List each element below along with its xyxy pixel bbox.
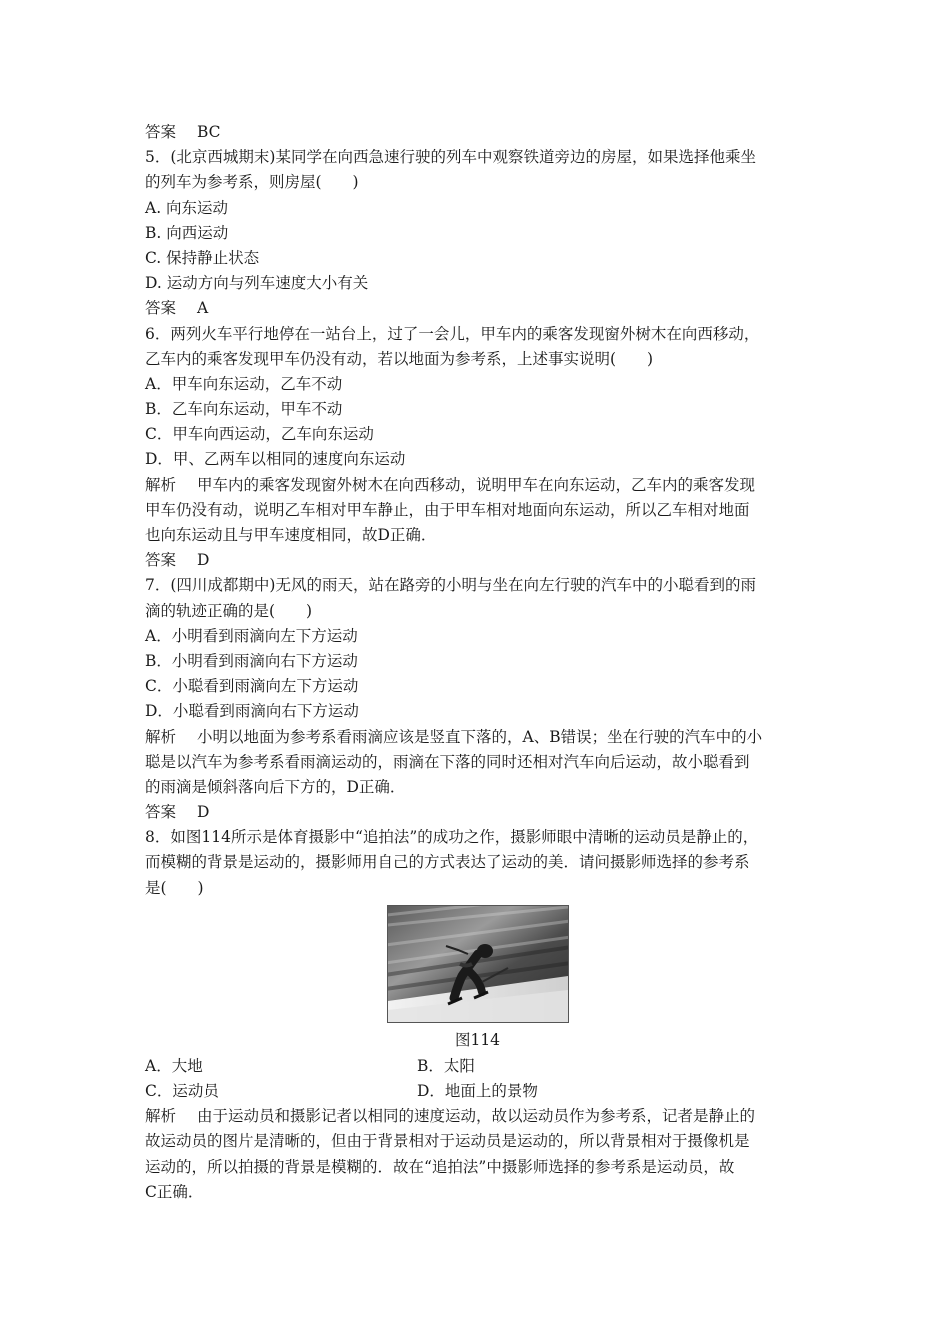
option-b: B．小明看到雨滴向右下方运动 xyxy=(145,651,358,670)
option-a: A. 向东运动 xyxy=(145,198,229,217)
question-stem-line: 滴的轨迹正确的是( ) xyxy=(145,601,313,620)
analysis-line: 的雨滴是倾斜落向后下方的，D正确． xyxy=(145,777,406,796)
question-8 xyxy=(145,825,810,1205)
analysis-label: 解析 xyxy=(145,475,177,494)
question-stem-line: 的列车为参考系，则房屋( ) xyxy=(145,173,359,192)
option-a: A．甲车向东运动，乙车不动 xyxy=(145,374,343,393)
answer-label: 答案 xyxy=(145,123,177,141)
option-c: C．运动员 xyxy=(145,1082,219,1101)
question-stem-line: 是( ) xyxy=(145,878,204,897)
question-6 xyxy=(145,322,810,574)
analysis-line: 故运动员的图片是清晰的，但由于背景相对于运动员是运动的，所以背景相对于摄像机是 xyxy=(145,1132,750,1151)
answer-line xyxy=(145,296,810,321)
answer-label: 答案 xyxy=(145,803,177,822)
analysis-line: 甲车仍没有动，说明乙车相对甲车静止，由于甲车相对地面向东运动，所以乙车相对地面 xyxy=(145,500,750,519)
option-d: D. 运动方向与列车速度大小有关 xyxy=(145,274,369,293)
options-row xyxy=(145,1079,810,1104)
answer-line xyxy=(145,548,810,573)
analysis-line: C正确． xyxy=(145,1182,204,1201)
option-c: C．小聪看到雨滴向左下方运动 xyxy=(145,677,359,696)
option-d: D．地面上的景物 xyxy=(417,1082,538,1101)
option-b: B. 向西运动 xyxy=(145,223,229,242)
analysis-line xyxy=(145,725,810,750)
option-d: D．小聪看到雨滴向右下方运动 xyxy=(145,702,359,721)
question-stem-line: 8．如图114所示是体育摄影中“追拍法”的成功之作，摄影师眼中清晰的运动员是静止的， xyxy=(145,828,759,847)
option-a: A．大地 xyxy=(145,1056,203,1075)
question-stem-line: 5．(北京西城期末)某同学在向西急速行驶的列车中观察铁道旁边的房屋，如果选择他乘坐 xyxy=(145,148,756,167)
answer-value: A xyxy=(197,299,209,318)
analysis-line xyxy=(145,473,810,498)
option-c: C．甲车向西运动，乙车向东运动 xyxy=(145,425,374,444)
analysis-text: 甲车内的乘客发现窗外树木在向西移动，说明甲车在向东运动，乙车内的乘客发现 xyxy=(197,475,756,494)
options-row xyxy=(145,1054,810,1079)
question-stem-line: 6．两列火车平行地停在一站台上，过了一会儿，甲车内的乘客发现窗外树木在向西移动， xyxy=(145,324,760,343)
answer-value: BC xyxy=(197,123,221,141)
figure xyxy=(145,905,810,1023)
option-d: D．甲、乙两车以相同的速度向东运动 xyxy=(145,450,406,469)
q4-answer xyxy=(145,120,810,145)
question-stem-line: 乙车内的乘客发现甲车仍没有动，若以地面为参考系，上述事实说明( ) xyxy=(145,349,654,368)
skier-photo xyxy=(387,905,569,1023)
analysis-line: 也向东运动且与甲车速度相同，故D正确． xyxy=(145,526,437,544)
option-b: B．太阳 xyxy=(417,1056,475,1075)
figure-caption: 图114 xyxy=(454,1030,501,1049)
analysis-label: 解析 xyxy=(145,1107,177,1126)
analysis-text: 由于运动员和摄影记者以相同的速度运动，故以运动员作为参考系，记者是静止的 xyxy=(197,1107,756,1126)
question-7 xyxy=(145,573,810,825)
analysis-line: 聪是以汽车为参考系看雨滴运动的，雨滴在下落的同时还相对汽车向后运动，故小聪看到 xyxy=(145,752,750,771)
question-5 xyxy=(145,145,810,321)
option-a: A．小明看到雨滴向左下方运动 xyxy=(145,626,358,645)
answer-label: 答案 xyxy=(145,551,177,570)
question-stem-line: 而模糊的背景是运动的，摄影师用自己的方式表达了运动的美．请问摄影师选择的参考系 xyxy=(145,853,750,872)
analysis-text: 小明以地面为参考系看雨滴应该是竖直下落的，A、B错误；坐在行驶的汽车中的小 xyxy=(197,727,763,746)
answer-value: D xyxy=(197,803,210,822)
analysis-label: 解析 xyxy=(145,727,177,746)
document-page xyxy=(145,120,810,1205)
answer-label: 答案 xyxy=(145,299,177,318)
answer-value: D xyxy=(197,551,210,570)
answer-line xyxy=(145,800,810,825)
analysis-line: 运动的，所以拍摄的背景是模糊的．故在“追拍法”中摄影师选择的参考系是运动员，故 xyxy=(145,1157,735,1176)
option-c: C. 保持静止状态 xyxy=(145,248,260,267)
analysis-line xyxy=(145,1104,810,1129)
question-stem-line: 7．(四川成都期中)无风的雨天，站在路旁的小明与坐在向左行驶的汽车中的小聪看到的雨 xyxy=(145,576,756,595)
option-b: B．乙车向东运动，甲车不动 xyxy=(145,400,343,419)
